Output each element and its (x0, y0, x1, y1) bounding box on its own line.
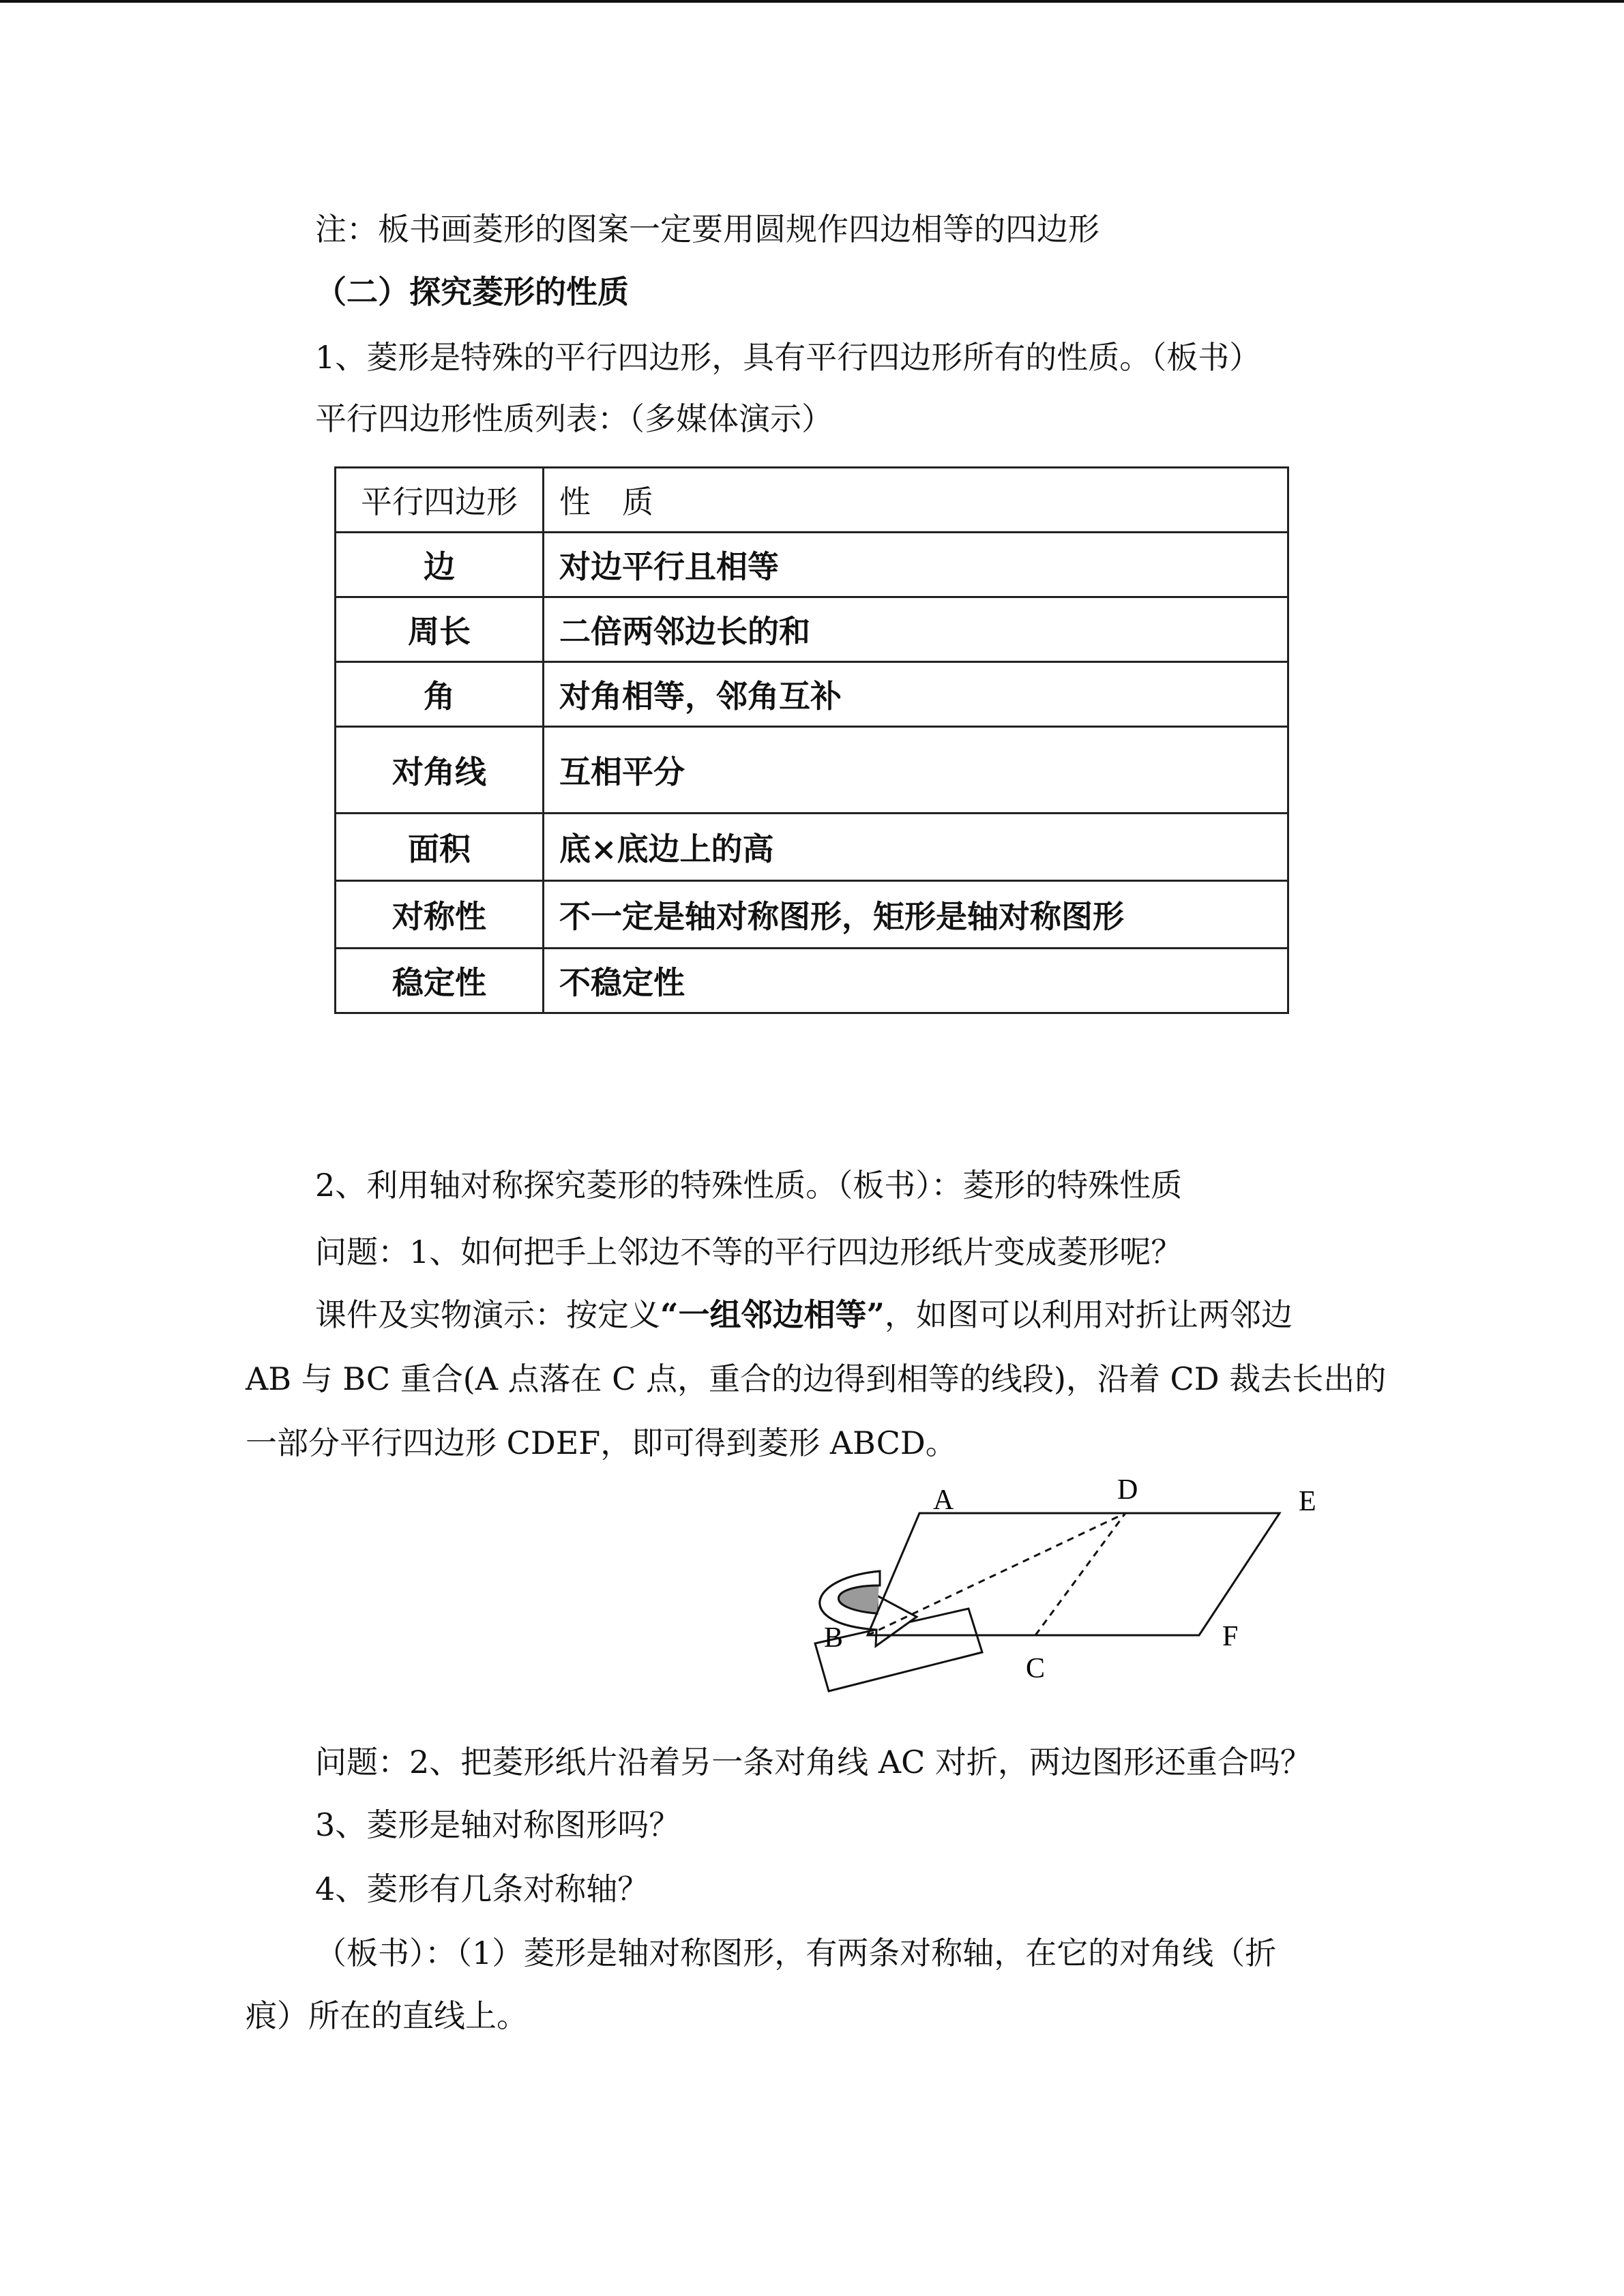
table-cell: 面积 (336, 814, 544, 881)
conclusion-line-1: （板书）：（1）菱形是轴对称图形，有两条对称轴，在它的对角线（折 (315, 1935, 1277, 1971)
table-row (336, 533, 1288, 597)
demo-text-a: 课件及实物演示：按定义 (315, 1296, 660, 1333)
question-4: 4、菱形有几条对称轴？ (315, 1870, 649, 1907)
table-row (336, 597, 1288, 662)
table-cell: 周长 (336, 597, 544, 662)
table-row (336, 814, 1288, 881)
table-row (336, 949, 1288, 1013)
conclusion-line-2: 痕）所在的直线上。 (246, 1997, 528, 2034)
table-cell: 对角相等，邻角互补 (544, 662, 1288, 727)
table-cell: 互相平分 (544, 727, 1288, 814)
section-title: （二）探究菱形的性质 (315, 273, 629, 310)
label-b: B (824, 1622, 844, 1654)
demo-line-3: 一部分平行四边形 CDEF，即可得到菱形 ABCD。 (246, 1425, 957, 1461)
table-row (336, 727, 1288, 814)
table-row (336, 662, 1288, 727)
paragraph-2: 平行四边形性质列表：（多媒体演示） (315, 400, 833, 437)
table-cell: 底×底边上的高 (544, 814, 1288, 881)
table-cell: 对边平行且相等 (544, 533, 1288, 597)
parallelogram-properties-table (334, 466, 1289, 1014)
table-row (336, 881, 1288, 949)
demo-line-2: AB 与 BC 重合(A 点落在 C 点，重合的边得到相等的线段)，沿着 CD 裁去长出的 (246, 1360, 1387, 1397)
table-cell: 边 (336, 533, 544, 597)
table-header-row (336, 468, 1288, 533)
question-2: 问题：2、把菱形纸片沿着另一条对角线 AC 对折，两边图形还重合吗？ (315, 1744, 1312, 1780)
table-cell: 稳定性 (336, 949, 544, 1013)
note-text: 注：板书画菱形的图案一定要用圆规作四边相等的四边形 (315, 211, 1099, 248)
fold-line-cd (1035, 1513, 1125, 1635)
question-3: 3、菱形是轴对称图形吗？ (315, 1806, 681, 1843)
label-e: E (1299, 1486, 1316, 1517)
table-header-cell: 平行四边形 (336, 468, 544, 533)
paragraph-3: 2、利用轴对称探究菱形的特殊性质。（板书）：菱形的特殊性质 (315, 1167, 1183, 1204)
fold-diagram (805, 1446, 1337, 1698)
table-cell: 角 (336, 662, 544, 727)
table-cell: 不一定是轴对称图形，矩形是轴对称图形 (544, 881, 1288, 949)
table-header-cell: 性 质 (544, 468, 1288, 533)
demo-emphasis: “一组邻边相等” (660, 1296, 885, 1333)
paragraph-1: 1、菱形是特殊的平行四边形，具有平行四边形所有的性质。（板书） (315, 339, 1261, 376)
label-d: D (1117, 1474, 1138, 1506)
table-cell: 对角线 (336, 727, 544, 814)
label-c: C (1026, 1653, 1046, 1684)
demo-text-b: ，如图可以利用对折让两邻边 (884, 1296, 1293, 1333)
question-1: 问题：1、如何把手上邻边不等的平行四边形纸片变成菱形呢？ (315, 1234, 1183, 1270)
table-cell: 对称性 (336, 881, 544, 949)
label-f: F (1222, 1621, 1239, 1652)
demo-line-1 (315, 1296, 1293, 1334)
table-cell: 二倍两邻边长的和 (544, 597, 1288, 662)
label-a: A (933, 1485, 954, 1516)
table-cell: 不稳定性 (544, 949, 1288, 1013)
diagonal-bd (868, 1513, 1125, 1635)
top-rule (0, 0, 1624, 3)
